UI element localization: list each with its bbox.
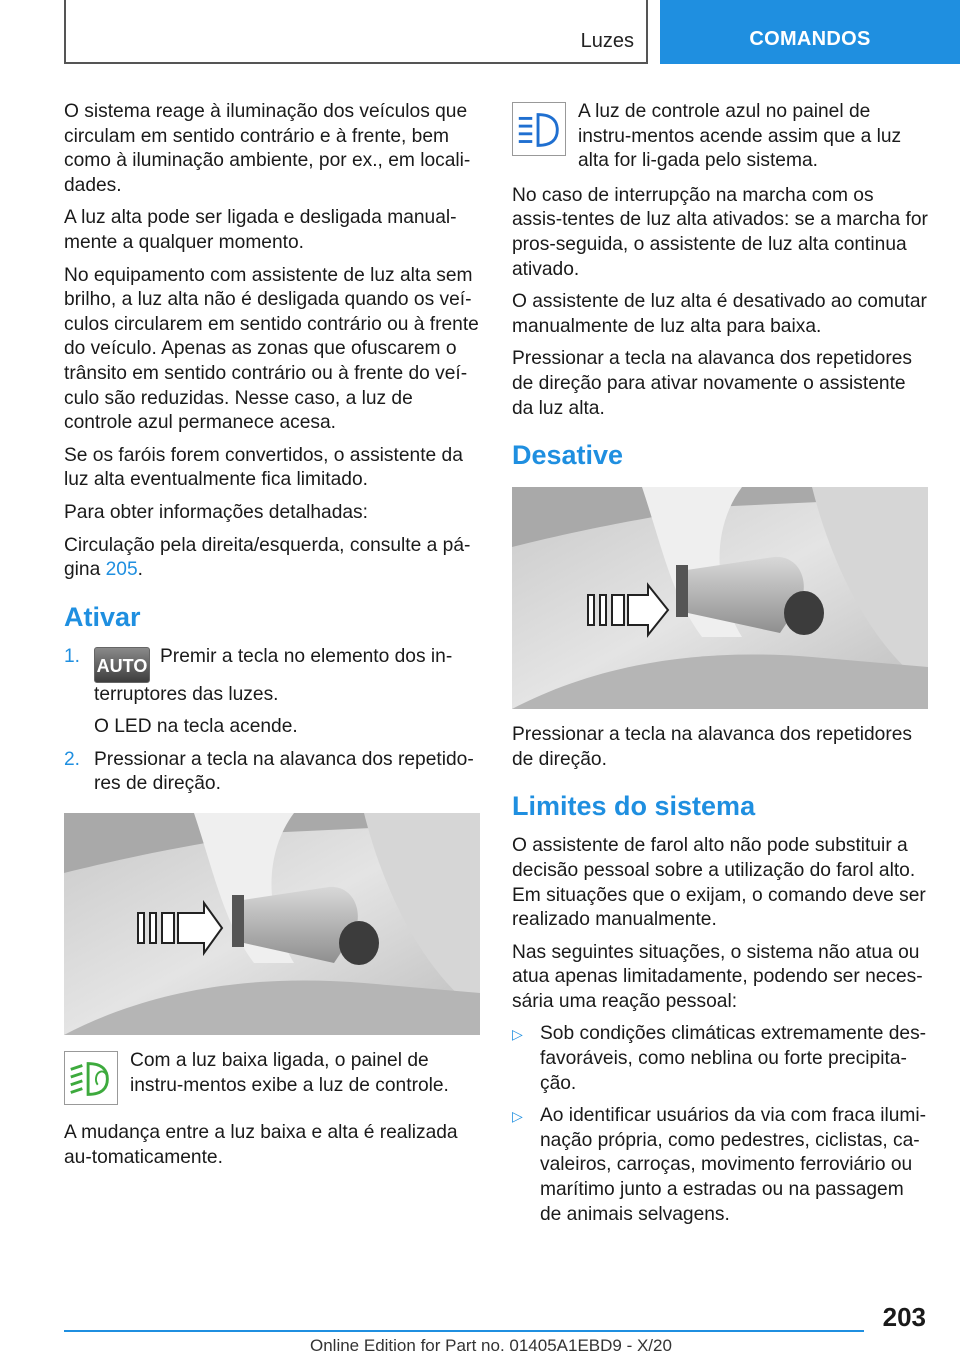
heading-limites: Limites do sistema — [512, 791, 756, 822]
paragraph: O sistema reage à iluminação dos veículos que circulam em sentido contrário e à frente, bem como à iluminação ambiente, por ex., em locali-dades. — [64, 101, 471, 196]
bullet-icon: ▷ — [512, 1108, 523, 1125]
page-link[interactable]: 205 — [105, 559, 138, 581]
step-1: 1. AUTO Premir a tecla no elemento dos in-terruptores das luzes. — [64, 645, 453, 705]
footer-edition: Online Edition for Part no. 01405A1EBD9 - X/20 — [310, 1336, 672, 1355]
low-beam-indicator-icon — [64, 1051, 118, 1105]
paragraph-crossref: Circulação pela direita/esquerda, consulte a pá-gina 205. — [64, 534, 471, 581]
paragraph: A luz alta pode ser ligada e desligada manual-mente a qualquer momento. — [64, 207, 457, 253]
bullet-icon: ▷ — [512, 1026, 523, 1043]
high-beam-indicator-icon — [512, 102, 566, 156]
paragraph: No caso de interrupção na marcha com os assis-tentes de luz alta ativados: se a marcha for pros-seguida, o assistente de luz alta continua ativado. — [512, 184, 928, 280]
step-number: 1. — [64, 645, 81, 667]
paragraph: Pressionar a tecla na alavanca dos repetidores de direção. — [512, 724, 912, 770]
header-chapter-tab[interactable]: COMANDOS — [660, 0, 960, 64]
heading-desative: Desative — [512, 440, 624, 471]
stalk-photo — [512, 487, 928, 709]
high-beam-info: A luz de controle azul no painel de instru-mentos acende assim que a luz alta for li-gada pelo sistema. — [512, 100, 928, 174]
header-section-title: Luzes — [580, 30, 634, 52]
list-item: ▷ Sob condições climáticas extremamente des-favoráveis, como neblina ou forte precipita-ção. — [512, 1023, 927, 1094]
step-1-sub: O LED na tecla acende. — [94, 716, 298, 738]
paragraph: No equipamento com assistente de luz alta sem brilho, a luz alta não é desligada quando os veí-culos circularem em sentido contrário ou à frente do veículo. Apenas as zonas que ofuscarem o trânsito em sentido contrário ou à frente do veí-culo são reduzidas. Nesse caso, a luz de controle azul permanece acesa. — [64, 264, 479, 434]
right-column — [512, 100, 928, 1235]
paragraph: A mudança entre a luz baixa e alta é realizada au-tomaticamente. — [64, 1122, 458, 1168]
auto-button-icon: AUTO — [94, 647, 150, 683]
step-2: 2. Pressionar a tecla na alavanca dos repetido-res de direção. — [64, 748, 474, 795]
paragraph: O assistente de farol alto não pode substituir a decisão pessoal sobre a utilização do farol alto. Em situações que o exijam, o comando deve ser realizado manualmente. — [512, 835, 926, 931]
paragraph: Se os faróis forem convertidos, o assistente da luz alta eventualmente fica limitado. — [64, 444, 463, 491]
list-item: ▷ Ao identificar usuários da via com fraca ilumi-nação própria, como pedestres, ciclistas, ca-valeiros, carroças, movimento ferroviário ou marítimo junto a estradas ou na passagem de animais selvagens. — [512, 1105, 927, 1225]
left-column — [64, 100, 480, 1178]
page-number: 203 — [882, 1302, 926, 1332]
heading-ativar: Ativar — [64, 601, 141, 632]
paragraph: Nas seguintes situações, o sistema não atua ou atua apenas limitadamente, podendo ser neces-sária uma reação pessoal: — [512, 941, 923, 1012]
step-number: 2. — [64, 748, 81, 770]
footer-divider — [64, 1330, 864, 1332]
header-section-box — [64, 0, 648, 64]
paragraph: O assistente de luz alta é desativado ao comutar manualmente de luz alta para baixa. — [512, 291, 927, 337]
paragraph: Para obter informações detalhadas: — [64, 501, 368, 523]
paragraph: Pressionar a tecla na alavanca dos repetidores de direção para ativar novamente o assistente da luz alta. — [512, 348, 912, 419]
stalk-photo — [64, 813, 480, 1035]
low-beam-info: Com a luz baixa ligada, o painel de instru-mentos exibe a luz de controle. — [64, 1049, 480, 1111]
